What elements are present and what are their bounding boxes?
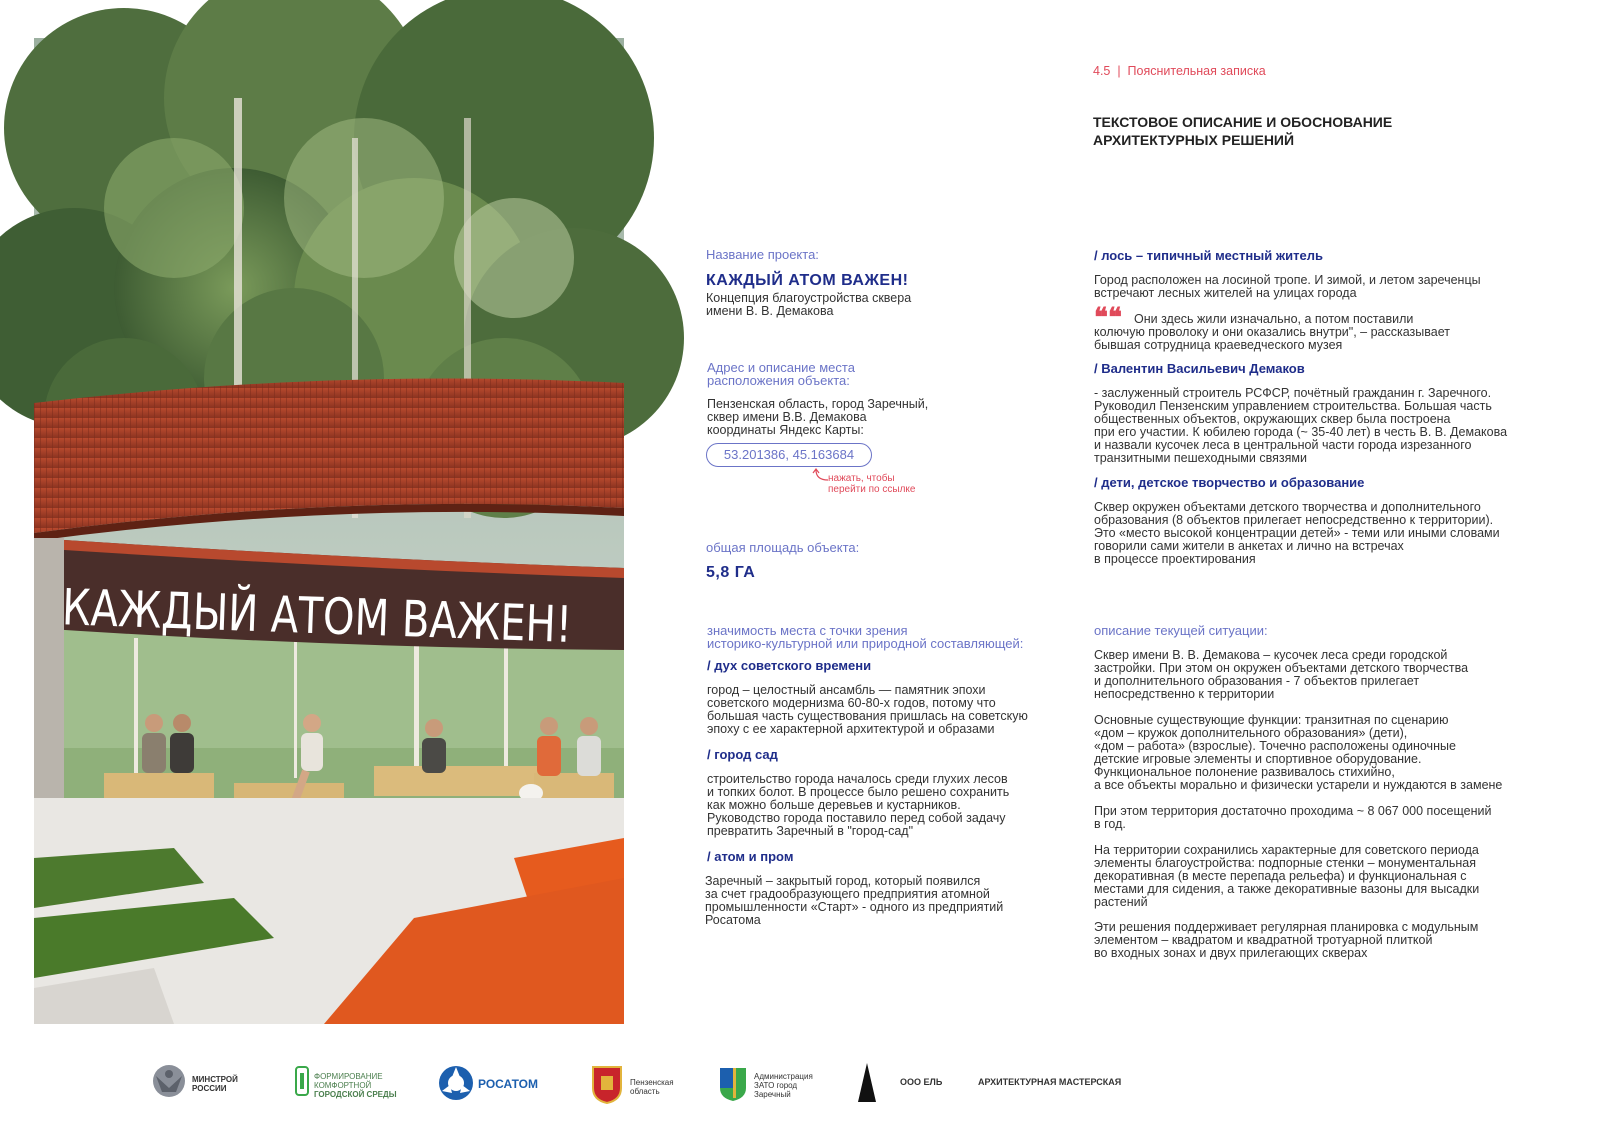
children-text-line: Это «место высокой концентрации детей» - теми или иными словами — [1094, 526, 1500, 540]
address-line: сквер имени В.В. Демакова — [707, 410, 867, 424]
current-p3 — [1094, 805, 1491, 831]
current-text-line: в год. — [1094, 817, 1126, 831]
children-text-line: говорили сами жители в анкетах и лично на встречах — [1094, 539, 1404, 553]
zarechny-admin-text — [754, 1072, 813, 1099]
current-text-line: детские игровые элементы и спортивное оборудование. — [1094, 752, 1422, 766]
document-title-line-2: АРХИТЕКТУРНЫХ РЕШЕНИЙ — [1093, 132, 1295, 148]
children-text-line: Сквер окружен объектами детского творчества и дополнительного — [1094, 500, 1481, 514]
plaza — [34, 798, 624, 1024]
current-text-line: во входных зонах и двух прилегающих скверах — [1094, 946, 1368, 960]
project-description — [706, 292, 911, 318]
el-company-text: ООО ЕЛЬ — [900, 1077, 943, 1087]
quote-icon: ❝❝ — [1094, 302, 1122, 332]
demakov-text-line: Руководил Пензенским управлением строительства. Большая часть — [1094, 399, 1492, 413]
project-name-label: Название проекта: — [706, 247, 819, 262]
demakov-text-line: транзитными пешеходными связями — [1094, 451, 1307, 465]
atom-text-line: промышленности «Старт» - одного из предприятий — [705, 900, 1004, 914]
zarechny-coat-of-arms-icon — [718, 1066, 748, 1102]
atom-text-line: Заречный – закрытый город, который появился — [705, 874, 981, 888]
current-text-line: Сквер имени В. В. Демакова – кусочек леса среди городской — [1094, 648, 1448, 662]
current-text-line: Эти решения поддерживает регулярная планировка с модульным — [1094, 920, 1479, 934]
atom-text-line: за счет градообразующего предприятия атомной — [705, 887, 990, 901]
children-text — [1094, 501, 1500, 566]
address-line: Пензенская область, город Заречный, — [707, 397, 929, 411]
soviet-text-line: эпоху с ее характерной архитектурой и образами — [707, 722, 995, 736]
soviet-text-line: большая часть существования пришлась на советскую — [707, 709, 1028, 723]
garden-text-line: строительство города началось среди глухих лесов — [707, 772, 1008, 786]
children-heading: / дети, детское творчество и образование — [1094, 475, 1365, 490]
moose-quote-line: бывшая сотрудница краеведческого музея — [1094, 338, 1343, 352]
moose-text-line: встречают лесных жителей на улицах города — [1094, 286, 1357, 300]
address-label — [707, 361, 855, 387]
comfort-env-logo — [294, 1065, 310, 1102]
park-render-image — [34, 38, 698, 1024]
garden-text-line: как можно больше деревьев и кустарников. — [707, 798, 961, 812]
el-logo — [856, 1062, 878, 1109]
area-value: 5,8 ГА — [706, 564, 756, 581]
moose-text — [1094, 274, 1481, 300]
demakov-heading: / Валентин Васильевич Демаков — [1094, 361, 1305, 376]
architecture-studio-text: АРХИТЕКТУРНАЯ МАСТЕРСКАЯ — [978, 1077, 1122, 1087]
coordinates-hint-line: перейти по ссылке — [828, 484, 916, 495]
penza-text-line: область — [630, 1087, 660, 1096]
demakov-text-line: и назвали кусочек леса в центральной части города изрезанного — [1094, 438, 1472, 452]
garden-text-line: и топких болот. В процессе было решено сохранить — [707, 785, 1010, 799]
demakov-text-line: - заслуженный строитель РСФСР, почётный гражданин г. Заречного. — [1094, 386, 1492, 400]
penza-coat-of-arms-icon — [590, 1064, 624, 1104]
significance-label-line: историко-культурной или природной составляющей: — [707, 636, 1024, 651]
moose-heading: / лось – типичный местный житель — [1094, 248, 1323, 263]
atom-text-line: Росатома — [705, 913, 761, 927]
children-text-line: образования (8 объектов прилегает непосредственно к территории). — [1094, 513, 1494, 527]
zarechny-admin-text-line: Заречный — [754, 1090, 791, 1099]
rosatom-text: РОСАТОМ — [478, 1077, 538, 1091]
zarechny-logo — [718, 1066, 748, 1107]
atom-heading: / атом и пром — [707, 849, 794, 864]
penza-logo — [590, 1064, 624, 1109]
current-text-line: застройки. При этом он окружен объектами детского творчества — [1094, 661, 1469, 675]
document-title-line-1: ТЕКСТОВОЕ ОПИСАНИЕ И ОБОСНОВАНИЕ — [1093, 114, 1393, 130]
current-text-line: местами для сидения, а также декоративные вазоны для высадки — [1094, 882, 1480, 896]
penza-text — [630, 1078, 674, 1096]
coordinates-hint-line: нажать, чтобы — [828, 473, 895, 484]
demakov-text — [1094, 387, 1507, 465]
garden-heading: / город сад — [707, 747, 778, 762]
significance-label-line: значимость места с точки зрения — [707, 623, 908, 638]
atom-text — [705, 875, 1003, 927]
spruce-tree-icon — [856, 1062, 878, 1104]
minstroy-text — [192, 1075, 238, 1093]
current-p5 — [1094, 921, 1478, 960]
project-name: КАЖДЫЙ АТОМ ВАЖЕН! — [706, 272, 909, 289]
current-text-line: Функциональное полонение развивалось стихийно, — [1094, 765, 1395, 779]
current-text-line: Основные существующие функции: транзитная по сценарию — [1094, 713, 1449, 727]
current-text-line: элементом – квадратом и квадратной тротуарной плиткой — [1094, 933, 1433, 947]
current-p4 — [1094, 844, 1479, 909]
coordinates-link-button[interactable]: 53.201386, 45.163684 — [706, 443, 872, 467]
garden-text-line: превратить Заречный в "город-сад" — [707, 824, 914, 838]
park-render-svg — [34, 38, 698, 1024]
area-label: общая площадь объекта: — [706, 540, 860, 555]
comfort-env-text — [314, 1072, 397, 1099]
section-tag: 4.5 | Пояснительная записка — [1093, 64, 1266, 78]
current-text-line: растений — [1094, 895, 1148, 909]
soviet-text — [707, 684, 1028, 736]
zarechny-admin-text-line: Администрация — [754, 1072, 813, 1081]
minstroy-logo — [150, 1062, 188, 1105]
demakov-text-line: общественных объектов, окружающих сквер была построена — [1094, 412, 1451, 426]
current-text-line: При этом территория достаточно проходима ~ 8 067 000 посещений — [1094, 804, 1492, 818]
current-p2 — [1094, 714, 1502, 792]
current-text-line: элементы благоустройства: подпорные стенки – монументальная — [1094, 856, 1477, 870]
current-text-line: На территории сохранились характерные для советского периода — [1094, 843, 1479, 857]
moose-quote-line: колючую проволоку и они оказались внутри", – рассказывает — [1094, 325, 1450, 339]
comfort-env-icon — [294, 1065, 310, 1097]
rosatom-atom-icon — [438, 1065, 474, 1101]
current-text-line: а все объекты морально и физически устарели и нуждаются в замене — [1094, 778, 1503, 792]
current-p1 — [1094, 649, 1468, 701]
address-line: координаты Яндекс Карты: — [707, 423, 864, 437]
curved-arrow-icon — [810, 468, 830, 484]
current-text-line: и дополнительного образования - 7 объектов прилегает — [1094, 674, 1420, 688]
eagle-emblem-icon — [150, 1062, 188, 1100]
current-situation-label: описание текущей ситуации: — [1094, 623, 1268, 638]
address-label-line: Адрес и описание места — [707, 360, 855, 375]
soviet-heading: / дух советского времени — [707, 658, 872, 673]
minstroy-text-line: МИНСТРОЙ — [192, 1075, 238, 1084]
moose-text-line: Город расположен на лосиной тропе. И зимой, и летом зареченцы — [1094, 273, 1481, 287]
moose-quote-line: Они здесь жили изначально, а потом поставили — [1134, 312, 1414, 326]
minstroy-text-line: РОССИИ — [192, 1084, 227, 1093]
sign-text: КАЖДЫЙ АТОМ ВАЖЕН! — [61, 578, 698, 659]
comfort-env-text-line: КОМФОРТНОЙ — [314, 1081, 372, 1090]
address-label-line: расположения объекта: — [707, 373, 850, 388]
project-description-line: Концепция благоустройства сквера — [706, 291, 912, 305]
zarechny-admin-text-line: ЗАТО город — [754, 1081, 798, 1090]
soviet-text-line: советского модернизма 60-80-х годов, потому что — [707, 696, 996, 710]
penza-text-line: Пензенская — [630, 1078, 674, 1087]
current-text-line: непосредственно к территории — [1094, 687, 1275, 701]
current-text-line: декоративная (в месте перепада рельефа) и функциональная с — [1094, 869, 1467, 883]
current-text-line: «дом – работа» (взрослые). Точечно расположены одиночные — [1094, 739, 1456, 753]
demakov-text-line: при его участии. К юбилею города (~ 35-40 лет) в честь В. В. Демакова — [1094, 425, 1508, 439]
comfort-env-text-line: ГОРОДСКОЙ СРЕДЫ — [314, 1090, 397, 1099]
garden-text-line: Руководство города поставило перед собой задачу — [707, 811, 1006, 825]
document-title — [1093, 113, 1513, 149]
soviet-text-line: город – целостный ансамбль — памятник эпохи — [707, 683, 986, 697]
comfort-env-text-line: ФОРМИРОВАНИЕ — [314, 1072, 383, 1081]
coordinates-hint — [828, 473, 915, 495]
significance-label — [707, 624, 1023, 650]
garden-text — [707, 773, 1009, 838]
moose-quote — [1094, 313, 1450, 352]
address-text — [707, 398, 928, 437]
rosatom-logo — [438, 1065, 474, 1106]
project-description-line: имени В. В. Демакова — [706, 304, 834, 318]
children-text-line: в процессе проектирования — [1094, 552, 1256, 566]
current-text-line: «дом – кружок дополнительного образования» (дети), — [1094, 726, 1408, 740]
